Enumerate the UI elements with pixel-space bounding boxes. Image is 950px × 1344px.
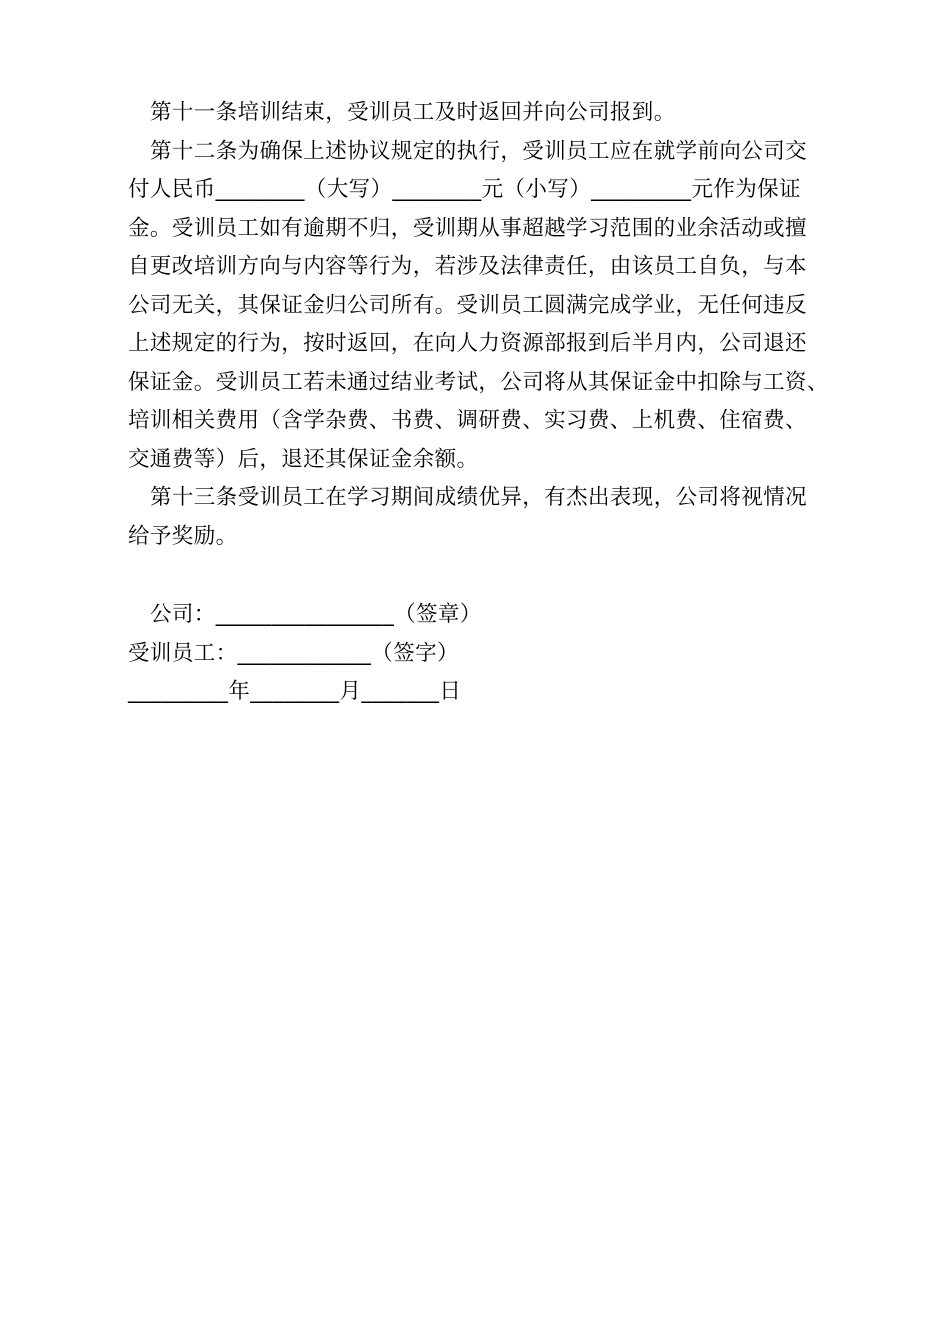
section-spacer [128,556,828,596]
document-page [128,94,828,712]
article-12-line-1: 第十二条为确保上述协议规定的执行，受训员工应在就学前向公司交 [150,138,808,164]
date-line: _________年________月_______日 [128,679,462,704]
article-12-line-3: 金。受训员工如有逾期不归，受训期从事超越学习范围的业余活动或擅 [128,215,807,241]
article-12-line-2: 付人民币________（大写）________元（小写）_________元作为保证 [128,177,801,202]
employee-signature-line: 受训员工：____________（签字） [128,640,459,666]
article-12-line-4: 自更改培训方向与内容等行为，若涉及法律责任，由该员工自负，与本 [128,254,807,279]
article-12-line-8: 培训相关费用（含学杂费、书费、调研费、实习费、上机费、住宿费、 [128,408,807,433]
article-13-line-2: 给予奖励。 [128,523,238,549]
article-12-line-5: 公司无关，其保证金归公司所有。受训员工圆满完成学业，无任何违反 [128,292,807,318]
article-12-line-6: 上述规定的行为，按时返回，在向人力资源部报到后半月内，公司退还 [128,331,807,356]
article-11-line-1: 第十一条培训结束，受训员工及时返回并向公司报到。 [150,100,676,125]
company-signature-line: 公司：________________（签章） [150,602,482,627]
article-12-line-7: 保证金。受训员工若未通过结业考试，公司将从其保证金中扣除与工资、 [128,369,829,395]
article-12-line-9: 交通费等）后，退还其保证金余额。 [128,446,479,472]
article-13-line-1: 第十三条受训员工在学习期间成绩优异，有杰出表现，公司将视情况 [150,485,808,510]
